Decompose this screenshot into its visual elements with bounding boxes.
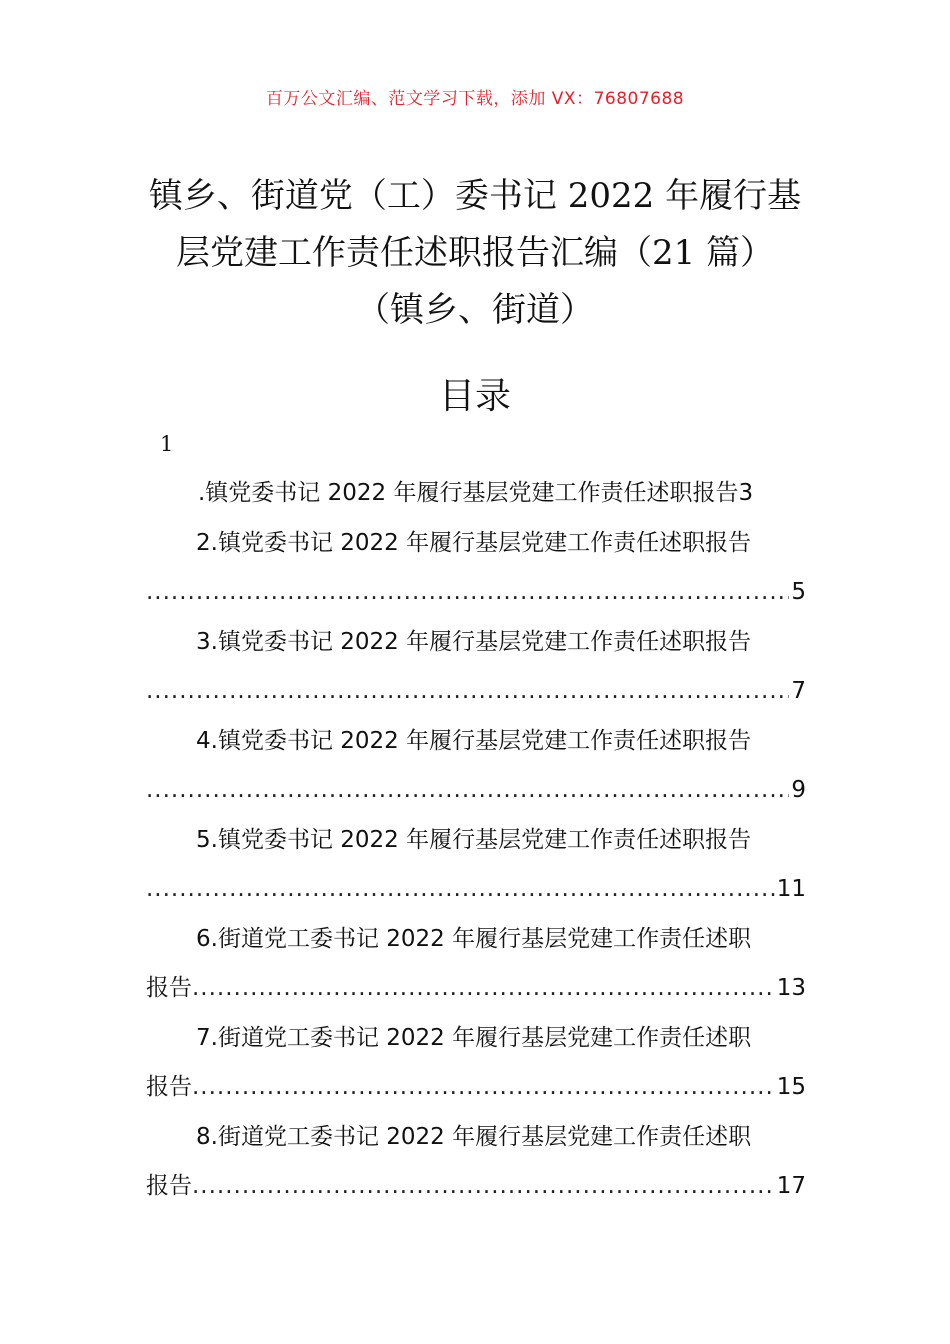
toc-entry-title: 2.镇党委书记 2022 年履行基层党建工作责任述职报告 bbox=[196, 530, 752, 556]
toc-entry[interactable] bbox=[146, 1112, 806, 1211]
table-of-contents bbox=[146, 468, 806, 1211]
toc-entry-title: .镇党委书记 2022 年履行基层党建工作责任述职报告 bbox=[198, 480, 739, 506]
toc-leader bbox=[192, 1162, 775, 1211]
toc-entry[interactable] bbox=[146, 617, 806, 716]
stray-number: 1 bbox=[160, 432, 174, 456]
title-line-1: 镇乡、街道党（工）委书记 2022 年履行基 bbox=[148, 176, 802, 216]
toc-leader bbox=[146, 865, 775, 914]
toc-entry-title: 8.街道党工委书记 2022 年履行基层党建工作责任述职 bbox=[196, 1124, 752, 1150]
toc-entry-page: 17 bbox=[776, 1173, 806, 1199]
toc-entry[interactable] bbox=[146, 518, 806, 617]
toc-heading: 目录 bbox=[438, 376, 511, 417]
toc-entry-title: 5.镇党委书记 2022 年履行基层党建工作责任述职报告 bbox=[196, 827, 752, 853]
toc-entry[interactable] bbox=[146, 815, 806, 914]
toc-entry-title: 7.街道党工委书记 2022 年履行基层党建工作责任述职 bbox=[196, 1025, 752, 1051]
toc-entry-cont: 报告 bbox=[146, 1074, 192, 1100]
toc-entry-page: 7 bbox=[791, 678, 806, 704]
toc-entry-title: 3.镇党委书记 2022 年履行基层党建工作责任述职报告 bbox=[196, 629, 752, 655]
toc-entry-page: 15 bbox=[776, 1074, 806, 1100]
toc-entry-page: 13 bbox=[776, 975, 806, 1001]
toc-entry[interactable] bbox=[146, 1013, 806, 1112]
toc-entry[interactable] bbox=[146, 914, 806, 1013]
toc-entry-title: 6.街道党工委书记 2022 年履行基层党建工作责任述职 bbox=[196, 926, 752, 952]
toc-entry-cont: 报告 bbox=[146, 975, 192, 1001]
toc-entry[interactable] bbox=[146, 716, 806, 815]
toc-leader bbox=[146, 568, 789, 617]
toc-entry-page: 3 bbox=[738, 480, 754, 506]
toc-leader bbox=[146, 667, 789, 716]
toc-leader bbox=[192, 964, 775, 1013]
toc-entry-page: 9 bbox=[791, 777, 806, 803]
toc-entry-page: 11 bbox=[776, 876, 806, 902]
toc-entry[interactable] bbox=[146, 468, 806, 518]
toc-leader bbox=[146, 766, 789, 815]
title-line-3: （镇乡、街道） bbox=[356, 290, 594, 330]
document-title bbox=[130, 168, 820, 339]
toc-entry-title: 4.镇党委书记 2022 年履行基层党建工作责任述职报告 bbox=[196, 728, 752, 754]
header-banner: 百万公文汇编、范文学习下载，添加 VX：76807688 bbox=[265, 89, 685, 109]
toc-leader bbox=[192, 1063, 775, 1112]
toc-entry-page: 5 bbox=[791, 579, 806, 605]
title-line-2: 层党建工作责任述职报告汇编（21 篇） bbox=[175, 233, 775, 273]
toc-entry-cont: 报告 bbox=[146, 1173, 192, 1199]
